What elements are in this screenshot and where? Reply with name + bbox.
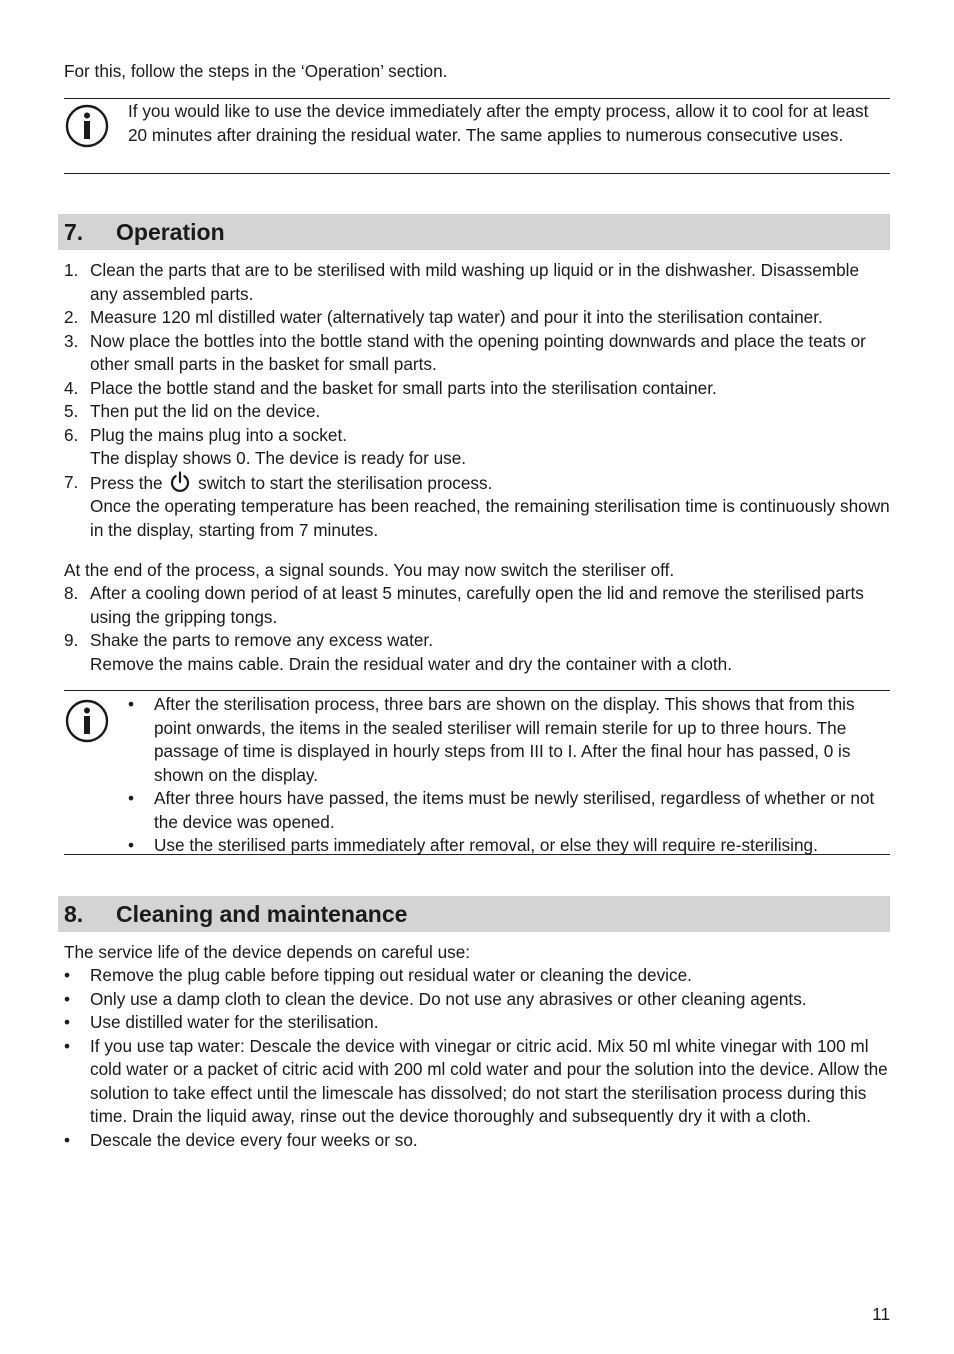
- list-item: 3. Now place the bottles into the bottle stand with the opening pointing downwards and place the teats or other small parts in the basket for small parts.: [64, 330, 866, 374]
- list-item: • Remove the plug cable before tipping out residual water or cleaning the device.: [64, 964, 890, 988]
- list-item: 2. Measure 120 ml distilled water (alternatively tap water) and pour it into the sterilisation container.: [64, 307, 823, 327]
- list-item: 1. Clean the parts that are to be sterilised with mild washing up liquid or in the dishwasher. Disassemble any assembled parts.: [64, 260, 860, 304]
- list-item: • Use the sterilised parts immediately after removal, or else they will require re-sterilising.: [128, 834, 890, 858]
- list-item: • Only use a damp cloth to clean the device. Do not use any abrasives or other cleaning agents.: [64, 988, 890, 1012]
- cleaning-bullets: [64, 964, 890, 1152]
- section-heading-cleaning: [58, 896, 890, 932]
- section-title: Operation: [116, 219, 225, 245]
- list-item: 4. Place the bottle stand and the basket for small parts into the sterilisation container.: [64, 377, 717, 398]
- intro-text: For this, follow the steps in the ‘Operation’ section.: [64, 61, 448, 81]
- cleaning-lead-text: The service life of the device depends on careful use:: [64, 942, 471, 962]
- list-item: 7. Press the switch to start the sterilisation process. Once the operating temperature has been reached, the remaining sterilisation time is continuously shown in the display, starting from 7 minutes.: [64, 471, 890, 540]
- info-icon: [65, 104, 109, 148]
- info-text: [128, 693, 890, 858]
- section-number: 8.: [64, 901, 84, 927]
- list-item: • After three hours have passed, the items must be newly sterilised, regardless of whether or not the device was opened.: [128, 787, 890, 834]
- info-icon: [65, 699, 109, 743]
- info-bullets: [128, 693, 890, 858]
- info-text: If you would like to use the device immediately after the empty process, allow it to cool for at least 20 minutes after draining the residual water. The same applies to numerous consecutive uses.: [128, 101, 869, 145]
- list-item: • If you use tap water: Descale the device with vinegar or citric acid. Mix 50 ml white vinegar with 100 ml cold water or a packet of citric acid with 200 ml cold water and pour the solution into the device. Allow the solution to take effect until the limescale has dissolved; do not start the sterilisation process during this time. Drain the liquid away, rinse out the device thoroughly and subsequently dry it with a cloth.: [64, 1035, 890, 1129]
- end-of-process-text: At the end of the process, a signal sounds. You may now switch the steriliser off.: [64, 560, 675, 580]
- list-item: 8. After a cooling down period of at least 5 minutes, carefully open the lid and remove the sterilised parts using the gripping tongs.: [64, 583, 864, 627]
- operation-steps: [64, 259, 890, 542]
- list-item: • Use distilled water for the sterilisation.: [64, 1011, 890, 1035]
- list-item: 9. Shake the parts to remove any excess water. Remove the mains cable. Drain the residual water and dry the container with a cloth.: [64, 630, 732, 674]
- operation-steps-continued: [64, 582, 890, 676]
- page-number: 11: [872, 1304, 890, 1324]
- section-title: Cleaning and maintenance: [116, 901, 408, 927]
- list-item: 6. Plug the mains plug into a socket. The display shows 0. The device is ready for use.: [64, 424, 467, 468]
- info-box-sterile-duration: [64, 690, 890, 855]
- power-icon: [169, 471, 191, 493]
- list-item: • After the sterilisation process, three bars are shown on the display. This shows that from this point onwards, the items in the sealed steriliser will remain sterile for up to three hours. The passage of time is displayed in hourly steps from III to I. After the final hour has passed, 0 is shown on the display.: [128, 693, 890, 787]
- list-item: 5. Then put the lid on the device.: [64, 401, 321, 421]
- section-number: 7.: [64, 219, 84, 245]
- section-heading-operation: [58, 214, 890, 250]
- info-box-cooling: [64, 98, 890, 174]
- list-item: • Descale the device every four weeks or so.: [64, 1129, 890, 1153]
